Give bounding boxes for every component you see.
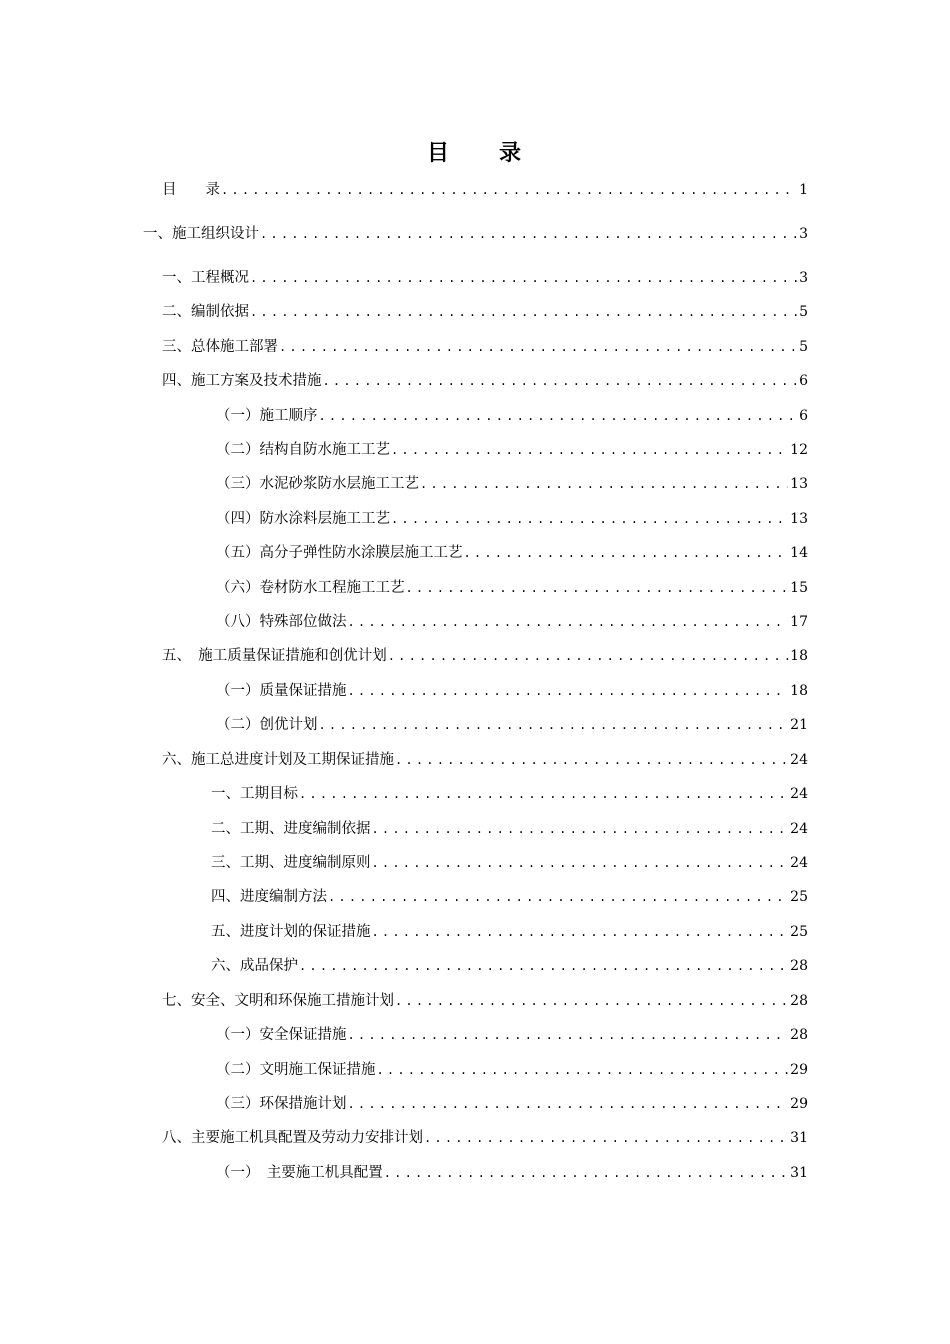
toc-entry-label: 二、工期、进度编制依据 (211, 821, 371, 837)
toc-entry-label: 八、主要施工机具配置及劳动力安排计划 (162, 1130, 423, 1146)
toc-entry[interactable] (211, 782, 808, 806)
toc-dot-leader (395, 748, 788, 772)
toc-entry-page-number: 18 (790, 683, 808, 699)
toc-dot-leader (323, 369, 798, 393)
toc-entry-label: （一）质量保证措施 (216, 683, 347, 699)
toc-entry[interactable] (162, 989, 808, 1013)
toc-dot-leader (372, 817, 789, 841)
toc-entry[interactable] (211, 817, 808, 841)
toc-entry[interactable] (211, 954, 808, 978)
toc-entry-page-number: 3 (799, 226, 808, 242)
toc-entry-page-number: 18 (790, 648, 808, 664)
toc-entry[interactable] (216, 1058, 808, 1082)
toc-dot-leader (299, 782, 788, 806)
toc-dot-leader (388, 644, 788, 668)
toc-dot-leader (348, 610, 789, 634)
toc-entry-page-number: 1 (799, 182, 808, 198)
toc-dot-leader (299, 954, 788, 978)
toc-entry-page-number: 29 (790, 1096, 808, 1112)
toc-entry-label: （一）施工顺序 (216, 408, 318, 424)
toc-entry-page-number: 17 (790, 614, 808, 630)
toc-entry-label: 六、施工总进度计划及工期保证措施 (162, 752, 394, 768)
toc-entry-page-number: 28 (790, 958, 808, 974)
toc-entry-page-number: 6 (799, 408, 808, 424)
toc-entry[interactable] (162, 644, 808, 668)
toc-entry[interactable] (162, 335, 808, 359)
toc-entry-label: （八）特殊部位做法 (216, 614, 347, 630)
toc-dot-leader (372, 851, 789, 875)
toc-entry[interactable] (216, 610, 808, 634)
toc-dot-leader (420, 472, 788, 496)
toc-dot-leader (395, 989, 788, 1013)
toc-entry-page-number: 21 (790, 717, 808, 733)
toc-entry[interactable] (216, 713, 808, 737)
toc-entry[interactable] (162, 748, 808, 772)
toc-dot-leader (319, 713, 789, 737)
toc-entry[interactable] (211, 851, 808, 875)
toc-entry-label: （二）创优计划 (216, 717, 318, 733)
toc-dot-leader (348, 1023, 789, 1047)
toc-entry-label: （四）防水涂料层施工工艺 (216, 511, 390, 527)
toc-entry-label: （五）高分子弹性防水涂膜层施工工艺 (216, 545, 463, 561)
toc-entry-label: 五、 施工质量保证措施和创优计划 (162, 648, 387, 664)
toc-dot-leader (464, 541, 789, 565)
toc-entry[interactable] (216, 404, 808, 428)
toc-entry[interactable] (162, 369, 808, 393)
toc-dot-leader (260, 222, 797, 246)
toc-dot-leader (424, 1126, 788, 1150)
toc-entry[interactable] (216, 507, 808, 531)
page-title: 目 录 (426, 141, 523, 166)
toc-dot-leader (391, 438, 788, 462)
toc-entry-label: 三、总体施工部署 (162, 339, 278, 355)
toc-entry-label: 三、工期、进度编制原则 (211, 855, 371, 871)
toc-dot-leader (221, 178, 797, 202)
toc-entry-page-number: 24 (790, 786, 808, 802)
toc-dot-leader (279, 335, 797, 359)
toc-entry-label: （二）文明施工保证措施 (216, 1062, 376, 1078)
toc-entry[interactable] (216, 472, 808, 496)
toc-dot-leader (391, 507, 788, 531)
toc-entry-page-number: 5 (799, 339, 808, 355)
toc-entry[interactable] (216, 576, 808, 600)
toc-entry[interactable] (162, 266, 808, 290)
toc-entry[interactable] (162, 178, 808, 202)
toc-entry-page-number: 28 (790, 1027, 808, 1043)
toc-dot-leader (319, 404, 798, 428)
toc-entry-page-number: 14 (790, 545, 808, 561)
toc-entry-page-number: 13 (790, 511, 808, 527)
toc-entry-label: （三）环保措施计划 (216, 1096, 347, 1112)
toc-entry-page-number: 24 (790, 855, 808, 871)
toc-entry-page-number: 25 (790, 924, 808, 940)
toc-entry-label: （二）结构自防水施工工艺 (216, 442, 390, 458)
toc-entry[interactable] (216, 1092, 808, 1116)
toc-entry-label: 四、施工方案及技术措施 (162, 373, 322, 389)
toc-entry-label: （一）安全保证措施 (216, 1027, 347, 1043)
toc-entry-label: （六）卷材防水工程施工工艺 (216, 580, 405, 596)
toc-entry[interactable] (211, 920, 808, 944)
toc-entry-label: （一） 主要施工机具配置 (216, 1165, 383, 1181)
toc-dot-leader (328, 885, 788, 909)
toc-dot-leader (250, 266, 797, 290)
toc-dot-leader (348, 679, 789, 703)
toc-entry-label: 一、施工组织设计 (143, 226, 259, 242)
toc-entry-page-number: 24 (790, 752, 808, 768)
toc-entry-page-number: 31 (790, 1130, 808, 1146)
toc-dot-leader (377, 1058, 789, 1082)
toc-entry-page-number: 28 (790, 993, 808, 1009)
toc-dot-leader (348, 1092, 789, 1116)
toc-entry-page-number: 25 (790, 889, 808, 905)
toc-entry[interactable] (216, 1023, 808, 1047)
toc-dot-leader (250, 300, 797, 324)
toc-entry-label: 四、进度编制方法 (211, 889, 327, 905)
toc-entry-page-number: 12 (790, 442, 808, 458)
toc-entry-page-number: 3 (799, 270, 808, 286)
toc-entry-label: （三）水泥砂浆防水层施工工艺 (216, 476, 419, 492)
toc-entry[interactable] (216, 679, 808, 703)
toc-entry[interactable] (216, 438, 808, 462)
toc-entry-label: 五、进度计划的保证措施 (211, 924, 371, 940)
toc-entry-label: 二、编制依据 (162, 304, 249, 320)
toc-entry-label: 目 录 (162, 182, 220, 198)
toc-entry-page-number: 6 (799, 373, 808, 389)
toc-entry[interactable] (211, 885, 808, 909)
toc-entry-page-number: 15 (790, 580, 808, 596)
toc-entry-label: 六、成品保护 (211, 958, 298, 974)
toc-dot-leader (372, 920, 789, 944)
toc-entry[interactable] (162, 300, 808, 324)
toc-dot-leader (384, 1161, 788, 1185)
toc-entry-page-number: 29 (790, 1062, 808, 1078)
toc-entry-label: 一、工期目标 (211, 786, 298, 802)
toc-entry-page-number: 31 (790, 1165, 808, 1181)
toc-entry[interactable] (216, 541, 808, 565)
toc-entry-label: 一、工程概况 (162, 270, 249, 286)
toc-entry[interactable] (216, 1161, 808, 1185)
toc-entry-page-number: 5 (799, 304, 808, 320)
toc-entry[interactable] (143, 222, 808, 246)
toc-dot-leader (406, 576, 789, 600)
toc-entry[interactable] (162, 1126, 808, 1150)
toc-entry-label: 七、安全、文明和环保施工措施计划 (162, 993, 394, 1009)
toc-entry-page-number: 13 (790, 476, 808, 492)
toc-entry-page-number: 24 (790, 821, 808, 837)
